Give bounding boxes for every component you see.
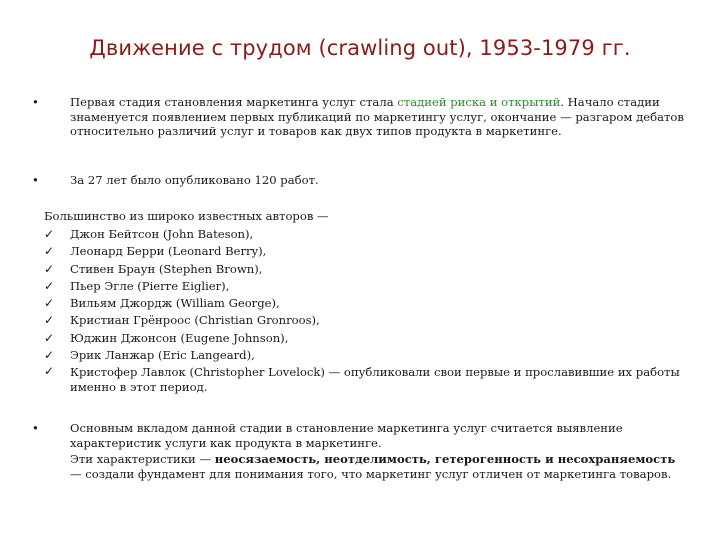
bullet-marker: • [32, 95, 39, 109]
authors-intro: Большинство из широко известных авторов — [44, 209, 329, 223]
bullet3-line1: Основным вкладом данной стадии в становление маркетинга услуг считается выявление характеристик услуги как продукта в маркетинге. [70, 421, 623, 450]
author-name: Стивен Браун (Stephen Brown), [70, 261, 263, 276]
list-item [44, 347, 684, 364]
author-name: Эрик Ланжар (Eric Langeard), [70, 348, 255, 363]
checkmark-icon: ✓ [44, 296, 55, 311]
bullet1-part2: . Начало стадии знаменуется появлением первых публикаций по маркетингу услуг, окончание — разгаром дебатов относительно различий услуг и товаров как двух типов продукта в маркетинге. [70, 95, 684, 138]
list-item [44, 226, 684, 243]
list-item [44, 295, 684, 312]
author-name: Пьер Эгле (Pierre Eiglier), [70, 278, 230, 293]
bullet3-prefix: Эти характеристики — [70, 452, 215, 466]
bullet-contribution [32, 421, 688, 481]
bullet-marker: • [32, 173, 39, 187]
slide-title: Движение с трудом (crawling out), 1953-1979 гг. [89, 36, 631, 60]
checkmark-icon: ✓ [44, 330, 55, 345]
authors-list [44, 226, 684, 394]
checkmark-icon: ✓ [44, 244, 55, 259]
author-name: Вильям Джордж (William George), [70, 296, 280, 311]
checkmark-icon: ✓ [44, 313, 55, 328]
list-item [44, 261, 684, 278]
list-item [44, 330, 684, 347]
bullet3-bold: неосязаемость, неотделимость, гетерогенность и несохраняемость [214, 452, 676, 466]
checkmark-icon: ✓ [44, 227, 55, 241]
bullet-text: За 27 лет было опубликовано 120 работ. [70, 173, 319, 187]
bullet1-highlight: стадией риска и открытий [397, 95, 561, 109]
author-name: Кристиан Грёнроос (Christian Gronroos), [70, 313, 320, 328]
author-name: Джон Бейтсон (John Bateson), [70, 227, 254, 241]
list-item [44, 312, 684, 329]
bullet1-part1: Первая стадия становления маркетинга услуг стала [70, 95, 398, 109]
bullet-stage-description [32, 95, 688, 139]
checkmark-icon: ✓ [44, 348, 55, 363]
list-item [44, 364, 684, 394]
checkmark-icon: ✓ [44, 261, 55, 276]
bullet-publications [32, 173, 688, 188]
bullet-text [70, 421, 688, 481]
checkmark-icon: ✓ [44, 278, 55, 293]
bullet3-suffix: — создали фундамент для понимания того, что маркетинг услуг отличен от маркетинга товаров. [70, 466, 672, 481]
list-item [44, 243, 684, 260]
author-name: Леонард Берри (Leonard Berry), [70, 244, 267, 259]
author-name: Юджин Джонсон (Eugene Johnson), [70, 330, 289, 345]
bullet-text [70, 95, 688, 139]
bullet-marker: • [32, 421, 39, 435]
bullet3-line2 [70, 452, 688, 481]
list-item [44, 278, 684, 295]
author-name: Кристофер Лавлок (Christopher Lovelock) — опубликовали свои первые и прославившие их работы именно в этот период. [70, 365, 680, 394]
checkmark-icon: ✓ [44, 364, 55, 379]
